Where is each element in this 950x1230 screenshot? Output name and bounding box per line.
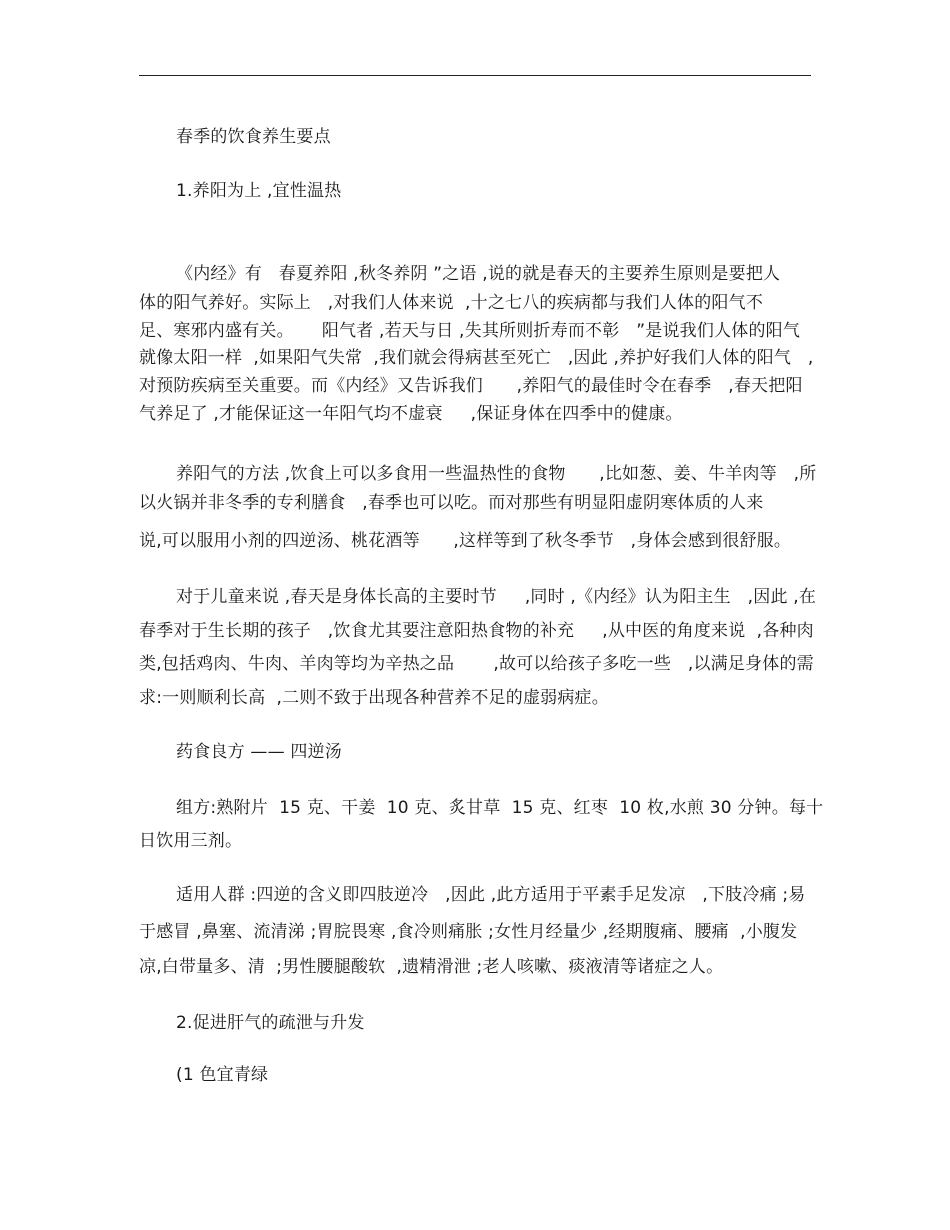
paragraph-line: 于感冒 ,鼻塞、流清涕 ;胃脘畏寒 ,食冷则痛胀 ;女性月经量少 ,经期腹痛、腰痛 ,小腹发 — [139, 922, 798, 942]
recipe-heading: 药食良方 —— 四逆汤 — [176, 742, 343, 762]
paragraph-line: 体的阳气养好。实际上 ,对我们人体来说 ,十之七八的疾病都与我们人体的阳气不 — [139, 293, 764, 313]
paragraph-line: 以火锅并非冬季的专利膳食 ,春季也可以吃。而对那些有明显阳虚阴寒体质的人来 — [139, 493, 764, 513]
paragraph-line: 类,包括鸡肉、牛肉、羊肉等均为辛热之品 ,故可以给孩子多吃一些 ,以满足身体的需 — [139, 654, 814, 674]
paragraph-line: 气养足了 ,才能保证这一年阳气均不虚衰 ,保证身体在四季中的健康。 — [139, 404, 683, 424]
paragraph-line: 凉,白带量多、清 ;男性腰腿酸软 ,遗精滑泄 ;老人咳嗽、痰液清等诸症之人。 — [139, 957, 724, 977]
subsection-heading: (1 色宜青绿 — [176, 1065, 269, 1085]
header-rule — [139, 75, 811, 76]
paragraph-line: 春季对于生长期的孩子 ,饮食尤其要注意阳热食物的补充 ,从中医的角度来说 ,各种肉 — [139, 621, 814, 641]
paragraph-line: 《内经》有 春夏养阳 ,秋冬养阴 ”之语 ,说的就是春天的主要养生原则是要把人 — [176, 264, 781, 284]
paragraph-line: 适用人群 :四逆的含义即四肢逆冷 ,因此 ,此方适用于平素手足发凉 ,下肢冷痛 ;易 — [176, 885, 806, 905]
paragraph-line: 养阳气的方法 ,饮食上可以多食用一些温热性的食物 ,比如葱、姜、牛羊肉等 ,所 — [176, 464, 817, 484]
section-heading: 1.养阳为上 ,宜性温热 — [176, 181, 342, 201]
paragraph-line: 求:一则顺利长高 ,二则不致于出现各种营养不足的虚弱病症。 — [139, 688, 609, 708]
paragraph-line: 足、寒邪内盛有关。 阳气者 ,若天与日 ,失其所则折寿而不彰 ”是说我们人体的阳气 — [139, 321, 801, 341]
paragraph-line: 对于儿童来说 ,春天是身体长高的主要时节 ,同时 ,《内经》认为阳主生 ,因此 ,在 — [176, 587, 817, 607]
paragraph-line: 组方:熟附片 15 克、干姜 10 克、炙甘草 15 克、红枣 10 枚,水煎 30 分钟。每十 — [176, 798, 824, 818]
paragraph-line: 对预防疾病至关重要。而《内经》又告诉我们 ,养阳气的最佳时令在春季 ,春天把阳 — [139, 376, 803, 396]
paragraph-line: 就像太阳一样 ,如果阳气失常 ,我们就会得病甚至死亡 ,因此 ,养护好我们人体的阳气 , — [139, 348, 814, 368]
section-heading: 2.促进肝气的疏泄与升发 — [176, 1013, 365, 1033]
document-title: 春季的饮食养生要点 — [176, 127, 331, 147]
paragraph-line: 日饮用三剂。 — [139, 831, 243, 851]
paragraph-line: 说,可以服用小剂的四逆汤、桃花酒等 ,这样等到了秋冬季节 ,身体会感到很舒服。 — [139, 531, 792, 551]
